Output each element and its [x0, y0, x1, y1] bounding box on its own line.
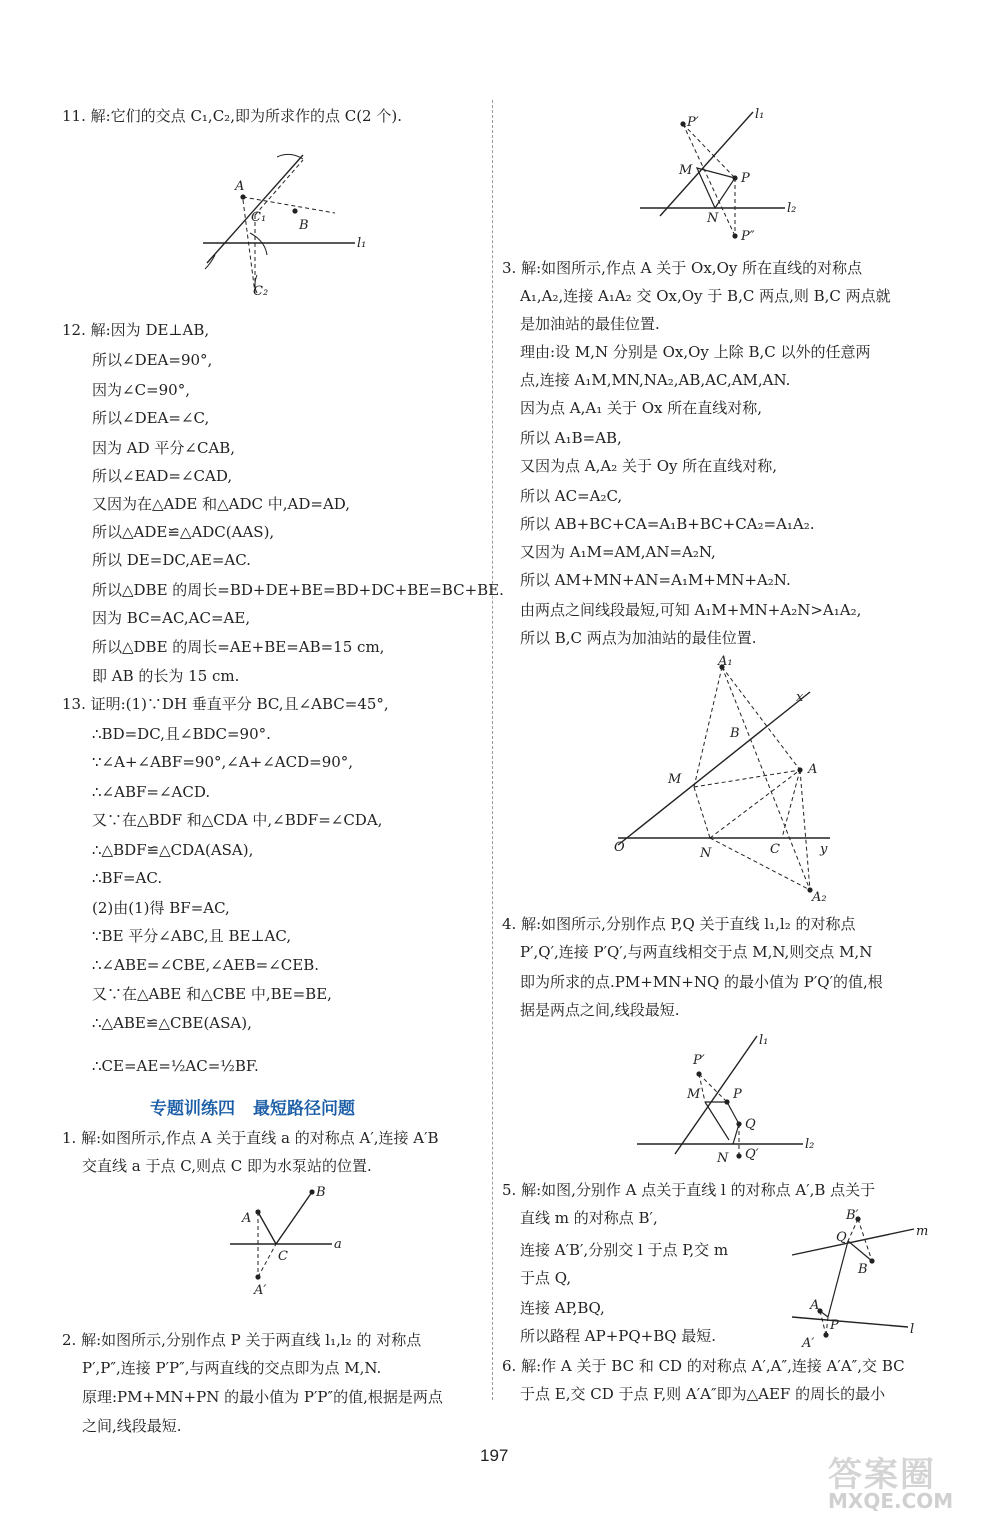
- fig1-label-b: B: [316, 1185, 326, 1200]
- text-line: 由两点之间线段最短,可知 A₁M+MN+A₂N>A₁A₂,: [520, 601, 862, 619]
- fig2-label-n: N: [707, 211, 719, 226]
- fig11-label-c2: C₂: [253, 284, 269, 299]
- text-line: 所以△DBE 的周长=BD+DE+BE=BD+DC+BE=BC+BE.: [92, 581, 504, 599]
- text-line: 所以 AM+MN+AN=A₁M+MN+A₂N.: [520, 571, 791, 589]
- text-line: 12. 解:因为 DE⊥AB,: [62, 321, 210, 339]
- text-line: ∴△BDF≌△CDA(ASA),: [92, 841, 254, 859]
- watermark-main-text: 答案圈: [828, 1455, 936, 1495]
- text-line: 2. 解:如图所示,分别作点 P 关于两直线 l₁,l₂ 的 对称点: [62, 1331, 422, 1349]
- text-line: 所以 AC=A₂C,: [520, 487, 623, 505]
- fig5-label-l: l: [910, 1322, 915, 1337]
- text-line: 所以 A₁B=AB,: [520, 429, 622, 447]
- text-line: 所以△DBE 的周长=AE+BE=AB=15 cm,: [92, 638, 385, 656]
- text-line: 所以∠DEA=∠C,: [92, 409, 210, 427]
- fig5-label-p: P: [830, 1318, 839, 1333]
- fig4-label-l2: l₂: [805, 1137, 815, 1152]
- fig11-label-l1: l₁: [357, 236, 367, 251]
- figure-problem-3: [610, 655, 845, 905]
- fig3-label-a2: A₂: [812, 890, 827, 905]
- text-line: 点,连接 A₁M,MN,NA₂,AB,AC,AM,AN.: [520, 371, 791, 389]
- fig3-label-n: N: [700, 846, 712, 861]
- text-line: 又因为 A₁M=AM,AN=A₂N,: [520, 543, 716, 561]
- text-line: 因为∠C=90°,: [92, 381, 190, 399]
- fig5-label-b-prime: B′: [846, 1208, 859, 1223]
- fig3-label-a1: A₁: [718, 654, 733, 669]
- fig3-label-o: O: [614, 840, 625, 855]
- text-line: 3. 解:如图所示,作点 A 关于 Ox,Oy 所在直线的对称点: [502, 259, 863, 277]
- text-line: 6. 解:作 A 关于 BC 和 CD 的对称点 A′,A″,连接 A′A″,交 BC: [502, 1357, 905, 1375]
- fig1-label-a-line: a: [334, 1237, 342, 1252]
- watermark-logo: [820, 1445, 990, 1515]
- section-prefix: 专题训练四: [150, 1099, 235, 1119]
- fig2-label-m: M: [679, 163, 693, 178]
- text-line: ∴∠ABF=∠ACD.: [92, 783, 211, 801]
- fig4-label-p-prime: P′: [693, 1053, 705, 1068]
- fig2-label-p-double-prime: P″: [741, 229, 755, 244]
- text-line: (2)由(1)得 BF=AC,: [92, 899, 230, 917]
- text-line: 连接 AP,BQ,: [520, 1299, 605, 1317]
- fig3-label-y: y: [820, 842, 828, 857]
- text-line: ∴∠ABE=∠CBE,∠AEB=∠CEB.: [92, 956, 319, 974]
- fig2-label-l1: l₁: [755, 107, 765, 122]
- fig2-label-p-prime: P′: [687, 115, 699, 130]
- text-line: P′,P″,连接 P′P″,与两直线的交点即为点 M,N.: [82, 1359, 382, 1377]
- fig1-label-c: C: [278, 1249, 288, 1264]
- fig2-label-l2: l₂: [787, 201, 797, 216]
- fig11-label-a: A: [235, 179, 245, 194]
- text-line: 5. 解:如图,分别作 A 点关于直线 l 的对称点 A′,B 点关于: [502, 1181, 876, 1199]
- column-divider: [492, 100, 493, 1400]
- fig2-label-p: P: [741, 171, 750, 186]
- text-line: ∴BD=DC,且∠BDC=90°.: [92, 725, 271, 743]
- fig3-label-x: x: [796, 690, 804, 705]
- text-line: A₁,A₂,连接 A₁A₂ 交 Ox,Oy 于 B,C 两点,则 B,C 两点就: [520, 287, 891, 305]
- text-line: 又因为在△ADE 和△ADC 中,AD=AD,: [92, 495, 351, 513]
- fig3-label-b: B: [730, 726, 740, 741]
- section-heading: 最短路径问题: [253, 1099, 355, 1119]
- fig4-label-p: P: [733, 1087, 742, 1102]
- text-line: 又因为点 A,A₂ 关于 Oy 所在直线对称,: [520, 457, 778, 475]
- text-line: 又∵在△ABE 和△CBE 中,BE=BE,: [92, 985, 332, 1003]
- text-line: 所以 DE=DC,AE=AC.: [92, 551, 251, 569]
- fig5-label-b: B: [858, 1262, 868, 1277]
- text-line: ∴△ABE≌△CBE(ASA),: [92, 1014, 252, 1032]
- text-line: 4. 解:如图所示,分别作点 P,Q 关于直线 l₁,l₂ 的对称点: [502, 915, 856, 933]
- text-line: 因为点 A,A₁ 关于 Ox 所在直线对称,: [520, 399, 763, 417]
- text-line: 所以 AB+BC+CA=A₁B+BC+CA₂=A₁A₂.: [520, 515, 815, 533]
- text-line: 直线 m 的对称点 B′,: [520, 1209, 658, 1227]
- text-line: 所以∠EAD=∠CAD,: [92, 467, 233, 485]
- figure-problem-2: [635, 108, 815, 248]
- text-line: 原理:PM+MN+PN 的最小值为 P′P″的值,根据是两点: [82, 1388, 443, 1406]
- text-line: 所以 B,C 两点为加油站的最佳位置.: [520, 629, 757, 647]
- text-line: 即为所求的点.PM+MN+NQ 的最小值为 P′Q′的值,根: [520, 973, 883, 991]
- text-line: ∴BF=AC.: [92, 869, 163, 887]
- figure-problem-11: [195, 145, 370, 310]
- fig4-label-m: M: [687, 1087, 701, 1102]
- fig5-label-m: m: [916, 1224, 929, 1239]
- text-line: 所以路程 AP+PQ+BQ 最短.: [520, 1327, 717, 1345]
- text-line: 于点 E,交 CD 于点 F,则 A′A″即为△AEF 的周长的最小: [520, 1385, 886, 1403]
- figure-problem-4: [635, 1030, 820, 1170]
- text-line: 因为 BC=AC,AC=AE,: [92, 609, 251, 627]
- fig11-label-b: B: [299, 218, 309, 233]
- section-title: [150, 1094, 373, 1119]
- fig3-label-c: C: [770, 842, 780, 857]
- text-line: ∵∠A+∠ABF=90°,∠A+∠ACD=90°,: [92, 753, 354, 771]
- watermark-sub-text: MXQE.COM: [828, 1489, 954, 1513]
- text-line: 即 AB 的长为 15 cm.: [92, 667, 240, 685]
- text-line: 1. 解:如图所示,作点 A 关于直线 a 的对称点 A′,连接 A′B: [62, 1129, 439, 1147]
- text-line: P′,Q′,连接 P′Q′,与两直线相交于点 M,N,则交点 M,N: [520, 943, 873, 961]
- text-line: ∵BE 平分∠ABC,且 BE⊥AC,: [92, 927, 292, 945]
- text-line: 连接 A′B′,分别交 l 于点 P,交 m: [520, 1241, 729, 1259]
- text-line: 又∵在△BDF 和△CDA 中,∠BDF=∠CDA,: [92, 811, 383, 829]
- text-line: 13. 证明:(1)∵DH 垂直平分 BC,且∠ABC=45°,: [62, 695, 389, 713]
- fig4-label-l1: l₁: [759, 1033, 769, 1048]
- fig3-label-a: A: [808, 762, 818, 777]
- fig5-label-a-prime: A′: [802, 1336, 815, 1351]
- figure-problem-5: [790, 1205, 940, 1350]
- text-line: 因为 AD 平分∠CAB,: [92, 439, 236, 457]
- fig5-label-a: A: [810, 1298, 820, 1313]
- fig5-label-q: Q: [836, 1230, 847, 1245]
- figure-problem-1: [228, 1182, 358, 1300]
- text-line: 所以∠DEA=90°,: [92, 351, 213, 369]
- fig4-label-q-prime: Q′: [745, 1147, 759, 1162]
- text-line: 之间,线段最短.: [82, 1417, 182, 1435]
- fig11-label-c1: C₁: [251, 210, 267, 225]
- fig4-label-q: Q: [745, 1117, 756, 1132]
- text-line: 理由:设 M,N 分别是 Ox,Oy 上除 B,C 以外的任意两: [520, 343, 871, 361]
- text-line: 于点 Q,: [520, 1269, 572, 1287]
- fig1-label-a: A: [242, 1211, 252, 1226]
- text-line: 所以△ADE≌△ADC(AAS),: [92, 523, 275, 541]
- text-line: 据是两点之间,线段最短.: [520, 1001, 680, 1019]
- page-number: 197: [480, 1446, 509, 1465]
- fig4-label-n: N: [717, 1151, 729, 1166]
- text-line: 11. 解:它们的交点 C₁,C₂,即为所求作的点 C(2 个).: [62, 107, 402, 125]
- fig1-label-a-prime: A′: [254, 1283, 267, 1298]
- text-line: 交直线 a 于点 C,则点 C 即为水泵站的位置.: [82, 1157, 372, 1175]
- fig3-label-m: M: [668, 772, 682, 787]
- text-line: ∴CE=AE=½AC=½BF.: [92, 1057, 259, 1075]
- text-line: 是加油站的最佳位置.: [520, 315, 660, 333]
